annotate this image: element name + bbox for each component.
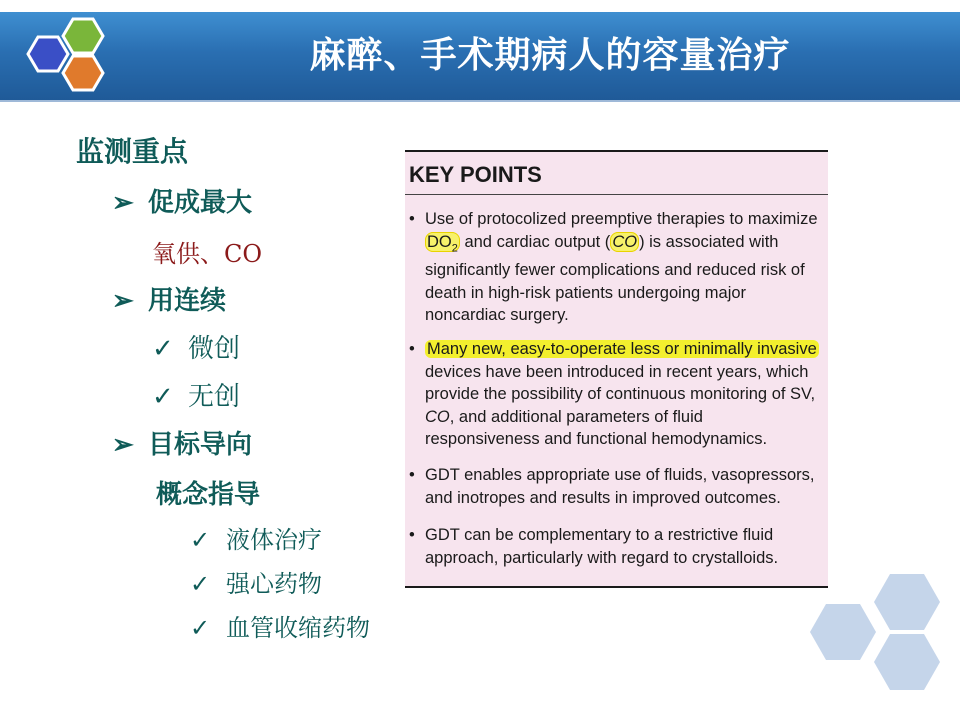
key-point-1: [409, 208, 821, 327]
arrow-bullet-icon: ➢: [112, 188, 134, 218]
do2-subscript: 2: [451, 241, 458, 254]
outline-item-text: 用连续: [148, 286, 227, 316]
key-point-2-line-b: , and additional parameters of fluid responsiveness and functional hemodynamics.: [425, 407, 768, 448]
key-points-divider: [405, 194, 828, 195]
co-text: CO: [425, 407, 450, 426]
outline-subitem: [190, 564, 322, 599]
monitoring-outline: [0, 0, 400, 720]
key-point-4: [409, 524, 821, 569]
key-point-2-line-a: devices have been introduced in recent years, which provide the possibility of continuous monitoring of SV,: [425, 362, 816, 403]
outline-subitem-text: 血管收缩药物: [226, 614, 370, 642]
outline-subitem-text: 强心药物: [226, 570, 322, 598]
outline-item-text: 促成最大: [148, 188, 253, 218]
outline-item-subline: 氧供、CO: [152, 240, 263, 268]
co-highlight: CO: [612, 232, 638, 251]
outline-subitem: [190, 520, 322, 555]
do2-highlight: [425, 232, 460, 252]
check-icon: ✓: [190, 526, 211, 554]
key-points-title: KEY POINTS: [409, 162, 542, 187]
outline-item: [112, 280, 226, 317]
outline-item: [112, 182, 252, 219]
outline-item: [112, 424, 252, 461]
outline-subitem-text: 微创: [188, 334, 241, 364]
outline-item-text: 目标导向: [148, 430, 253, 460]
key-point-text: GDT can be complementary to a restrictive fluid approach, particularly with regard to crystalloids.: [425, 526, 779, 567]
arrow-bullet-icon: ➢: [112, 430, 134, 460]
highlighted-phrase: Many new, easy-to-operate less or minimally invasive: [427, 340, 817, 358]
check-icon: ✓: [190, 614, 211, 642]
bullet-icon: •: [409, 466, 415, 484]
key-point-1-line-c: ) is associated with significantly fewer complications and reduced risk of death in high-risk patients undergoing major noncardiac surgery.: [425, 232, 805, 325]
key-point-1-line-a: Use of protocolized preemptive therapies to maximize: [425, 210, 818, 228]
key-point-text: [425, 338, 821, 451]
key-point-text: [425, 208, 821, 327]
outline-heading: 监测重点: [76, 135, 189, 168]
check-icon: ✓: [152, 334, 174, 364]
outline-subitem-text: 液体治疗: [226, 526, 322, 554]
slide-title: 麻醉、手术期病人的容量治疗: [309, 35, 791, 76]
outline-subitem: [190, 608, 370, 643]
check-icon: ✓: [190, 570, 211, 598]
key-point-text: GDT enables appropriate use of fluids, vasopressors, and inotropes and results in improved outcomes.: [425, 466, 815, 507]
key-point-1-line-b: and cardiac output (: [459, 232, 611, 251]
outline-subitem: [152, 376, 240, 413]
outline-subitem: [152, 328, 240, 365]
bullet-icon: •: [409, 526, 415, 544]
bullet-icon: •: [409, 340, 415, 358]
arrow-bullet-icon: ➢: [112, 286, 134, 316]
bullet-icon: •: [409, 210, 415, 228]
decorative-hexagons: [800, 568, 960, 720]
outline-subitem-text: 无创: [188, 382, 241, 412]
do2-text: DO: [427, 232, 452, 251]
check-icon: ✓: [152, 382, 174, 412]
outline-item-subline: 概念指导: [156, 480, 261, 510]
key-points-panel: [405, 150, 828, 588]
key-point-2: [409, 338, 821, 451]
key-point-3: [409, 464, 821, 509]
